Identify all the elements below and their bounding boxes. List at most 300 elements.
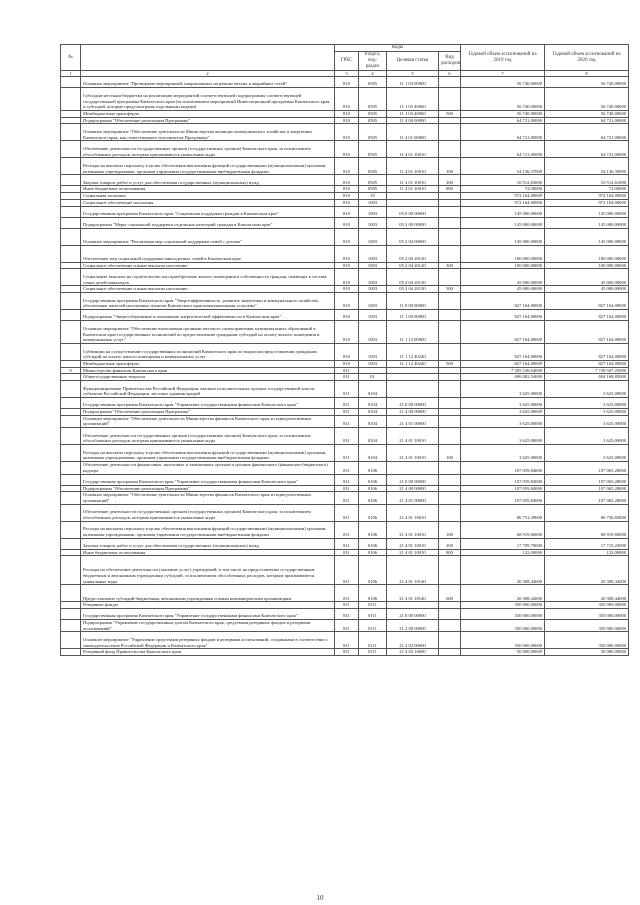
row-name-cell: Расходы на выплаты персоналу в целях обеспечения выполнения функций государственными (муниципальными) органами, казенными учреждениями, органами управления государственными внебюджетными фондами bbox=[81, 158, 335, 175]
row-razdel-cell: 0104 bbox=[359, 409, 387, 416]
row-razdel-cell bbox=[359, 367, 387, 374]
row-razdel-cell: 0106 bbox=[359, 462, 387, 474]
table-row bbox=[61, 632, 629, 649]
index-cell: 4 bbox=[359, 71, 387, 77]
row-target-cell bbox=[387, 193, 439, 200]
row-grbs-cell: 811 bbox=[335, 538, 359, 549]
row-grbs-cell: 811 bbox=[335, 381, 359, 398]
table-row bbox=[61, 360, 629, 367]
row-grbs-cell: 810 bbox=[335, 141, 359, 158]
table-row bbox=[61, 381, 629, 398]
row-grbs-cell: 810 bbox=[335, 124, 359, 141]
table-row bbox=[61, 585, 629, 602]
row-2020-cell: 827 164,00000 bbox=[545, 292, 629, 309]
row-grbs-cell: 810 bbox=[335, 111, 359, 118]
row-name-cell: Социальное обеспечение населения bbox=[81, 199, 335, 206]
row-number-cell bbox=[61, 360, 81, 367]
row-2019-cell: 690 082,54000 bbox=[461, 374, 545, 381]
row-2019-cell: 350 000,00000 bbox=[461, 602, 545, 609]
row-razdel-cell: 0505 bbox=[359, 111, 387, 118]
row-vid-cell bbox=[439, 117, 461, 124]
row-2019-cell: 7 585 536,64000 bbox=[461, 367, 545, 374]
row-vid-cell bbox=[439, 462, 461, 474]
row-number-cell bbox=[61, 320, 81, 343]
row-vid-cell bbox=[439, 320, 461, 343]
table-row bbox=[61, 374, 629, 381]
row-name-cell: Подпрограмма "Меры социальной поддержки отдельных категорий граждан в Камчатском крае" bbox=[81, 217, 335, 228]
row-vid-cell bbox=[439, 309, 461, 320]
row-name-cell: Обеспечение деятельности финансовых, налоговых и таможенных органов и органов финансового (финансово-бюджетного) надзора bbox=[81, 462, 335, 474]
row-2019-cell: 972 164,00000 bbox=[461, 193, 545, 200]
row-2020-cell: 56 740,00000 bbox=[545, 77, 629, 88]
row-2020-cell: 20 308,44000 bbox=[545, 556, 629, 585]
row-vid-cell bbox=[439, 415, 461, 427]
row-razdel-cell: 0111 bbox=[359, 649, 387, 656]
row-target-cell: 21 2 00 00000 bbox=[387, 620, 439, 632]
row-2020-cell: 972 164,00000 bbox=[545, 193, 629, 200]
row-name-cell: Основное мероприятие "Обеспечение выполнения органами местного самоуправления муниципальных образований в Камчатском крае государственных полномочий по предоставлению гражданам субсидий на оплату жилого помещения и коммунальных услуг" bbox=[81, 320, 335, 343]
table-row bbox=[61, 158, 629, 175]
index-cell: 7 bbox=[461, 71, 545, 77]
row-target-cell: 05 2 04 20130 bbox=[387, 269, 439, 286]
row-2019-cell: 350 000,00000 bbox=[461, 632, 545, 649]
table-row bbox=[61, 309, 629, 320]
row-2019-cell: 100 000,00000 bbox=[461, 245, 545, 262]
row-target-cell bbox=[387, 374, 439, 381]
row-vid-cell: 100 bbox=[439, 445, 461, 462]
header-codes: Коды bbox=[335, 45, 461, 52]
row-2020-cell: 107 065,28000 bbox=[545, 462, 629, 474]
row-razdel-cell: 1003 bbox=[359, 343, 387, 360]
row-grbs-cell: 810 bbox=[335, 320, 359, 343]
row-vid-cell: 100 bbox=[439, 158, 461, 175]
table-row bbox=[61, 186, 629, 193]
row-name-cell: Закупка товаров, работ и услуг для обеспечения государственных (муниципальных) нужд bbox=[81, 175, 335, 186]
row-grbs-cell: 811 bbox=[335, 620, 359, 632]
table-row bbox=[61, 343, 629, 360]
row-2019-cell: 45 000,00000 bbox=[461, 269, 545, 286]
row-grbs-cell: 810 bbox=[335, 199, 359, 206]
row-razdel-cell: 01 bbox=[359, 374, 387, 381]
table-row bbox=[61, 549, 629, 556]
row-razdel-cell: 1003 bbox=[359, 206, 387, 217]
table-row bbox=[61, 367, 629, 374]
row-2020-cell: 20 308,44000 bbox=[545, 585, 629, 602]
index-cell: 5 bbox=[387, 71, 439, 77]
row-number-cell bbox=[61, 602, 81, 609]
row-name-cell: Обеспечение деятельности государственных органов (государственных органов) Камчатского края, за исключением обособленных расходов, которым присваиваются уникальные коды bbox=[81, 504, 335, 521]
row-grbs-cell: 810 bbox=[335, 186, 359, 193]
row-name-cell: Обеспечение деятельности государственных органов (государственных органов) Камчатского края, за исключением обособленных расходов, которым присваиваются уникальные коды bbox=[81, 141, 335, 158]
row-vid-cell bbox=[439, 602, 461, 609]
table-row bbox=[61, 428, 629, 445]
row-number-cell bbox=[61, 609, 81, 620]
row-grbs-cell: 810 bbox=[335, 360, 359, 367]
row-2019-cell: 86 751,39000 bbox=[461, 504, 545, 521]
row-name-cell: Социальные выплаты на строительство или приобретение жилого помещения в собственность граждан, имеющих в составе семьи детей-инвалидов bbox=[81, 269, 335, 286]
row-2020-cell: 350 000,00000 bbox=[545, 620, 629, 632]
row-grbs-cell: 811 bbox=[335, 415, 359, 427]
row-razdel-cell: 0111 bbox=[359, 632, 387, 649]
row-vid-cell bbox=[439, 504, 461, 521]
row-2019-cell: 64 721,00000 bbox=[461, 117, 545, 124]
row-2020-cell: 3 625,00000 bbox=[545, 398, 629, 409]
row-2020-cell: 107 065,28000 bbox=[545, 492, 629, 504]
table-row bbox=[61, 217, 629, 228]
row-vid-cell bbox=[439, 206, 461, 217]
row-number-cell bbox=[61, 415, 81, 427]
row-grbs-cell: 811 bbox=[335, 462, 359, 474]
row-razdel-cell: 1003 bbox=[359, 292, 387, 309]
row-grbs-cell: 810 bbox=[335, 158, 359, 175]
row-vid-cell: 800 bbox=[439, 549, 461, 556]
row-target-cell bbox=[387, 381, 439, 398]
row-number-cell bbox=[61, 141, 81, 158]
row-2019-cell: 56 740,00000 bbox=[461, 77, 545, 88]
row-2019-cell: 64 721,00000 bbox=[461, 124, 545, 141]
row-2020-cell: 45 000,00000 bbox=[545, 286, 629, 293]
row-name-cell: Субвенции на осуществление государственных полномочий Камчатского края по вопросам предоставления гражданам субсидий на оплату жилого помещения и коммунальных услуг bbox=[81, 343, 335, 360]
row-2019-cell: 3 625,00000 bbox=[461, 445, 545, 462]
row-2020-cell: 10 512,61000 bbox=[545, 175, 629, 186]
row-target-cell: 11 0 00 00000 bbox=[387, 292, 439, 309]
row-number-cell bbox=[61, 428, 81, 445]
row-razdel-cell: 1003 bbox=[359, 269, 387, 286]
row-2020-cell: 86 756,83000 bbox=[545, 504, 629, 521]
row-razdel-cell: 0106 bbox=[359, 521, 387, 538]
row-razdel-cell: 0505 bbox=[359, 77, 387, 88]
row-2019-cell: 107 059,84000 bbox=[461, 485, 545, 492]
row-name-cell: Предоставление субсидий бюджетным, автономным учреждениям и иным некоммерческим организациям bbox=[81, 585, 335, 602]
row-number-cell bbox=[61, 186, 81, 193]
table-row bbox=[61, 538, 629, 549]
table-row bbox=[61, 620, 629, 632]
row-number-cell bbox=[61, 485, 81, 492]
table-row bbox=[61, 269, 629, 286]
index-cell: 2 bbox=[81, 71, 335, 77]
row-name-cell: Общегосударственные вопросы bbox=[81, 374, 335, 381]
row-number-cell bbox=[61, 158, 81, 175]
table-row bbox=[61, 262, 629, 269]
row-2020-cell: 68 919,60000 bbox=[545, 521, 629, 538]
row-vid-cell bbox=[439, 620, 461, 632]
row-vid-cell bbox=[439, 77, 461, 88]
row-razdel-cell: 0104 bbox=[359, 381, 387, 398]
row-2020-cell: 17 715,23000 bbox=[545, 538, 629, 549]
row-name-cell: Основное мероприятие "Управление средствами резервных фондов и резервами ассигнований, созданными в соответствии с законодательством Российской Федерации и Камчатского края" bbox=[81, 632, 335, 649]
row-vid-cell bbox=[439, 343, 461, 360]
row-2020-cell: 145 000,00000 bbox=[545, 217, 629, 228]
row-2020-cell: 350 000,00000 bbox=[545, 609, 629, 620]
row-target-cell: 11 4 01 10010 bbox=[387, 141, 439, 158]
row-number-cell bbox=[61, 111, 81, 118]
row-target-cell: 21 4 01 10140 bbox=[387, 556, 439, 585]
row-name-cell: Резервный фонд Правительства Камчатского края bbox=[81, 649, 335, 656]
row-name-cell: Межбюджетные трансферты bbox=[81, 360, 335, 367]
row-2020-cell: 50 000,00000 bbox=[545, 649, 629, 656]
table-row bbox=[61, 320, 629, 343]
row-2020-cell: 3 625,00000 bbox=[545, 445, 629, 462]
row-razdel-cell: 0505 bbox=[359, 117, 387, 124]
row-grbs-cell: 810 bbox=[335, 206, 359, 217]
row-name-cell: Министерство финансов Камчатского края bbox=[81, 367, 335, 374]
header-2020: Годовой объем ассигнований на 2020 год bbox=[545, 45, 629, 71]
row-2019-cell: 827 164,00000 bbox=[461, 309, 545, 320]
table-row bbox=[61, 445, 629, 462]
table-row bbox=[61, 602, 629, 609]
row-2019-cell: 100 000,00000 bbox=[461, 262, 545, 269]
row-number-cell bbox=[61, 269, 81, 286]
row-2020-cell: 3 625,00000 bbox=[545, 415, 629, 427]
row-name-cell: Закупка товаров, работ и услуг для обеспечения государственных (муниципальных) нужд bbox=[81, 538, 335, 549]
row-target-cell: 11 1 03 40060 bbox=[387, 111, 439, 118]
table-row bbox=[61, 415, 629, 427]
table-row bbox=[61, 193, 629, 200]
row-grbs-cell: 810 bbox=[335, 228, 359, 245]
row-grbs-cell: 811 bbox=[335, 504, 359, 521]
row-grbs-cell: 811 bbox=[335, 474, 359, 485]
row-number-cell bbox=[61, 117, 81, 124]
row-target-cell bbox=[387, 462, 439, 474]
row-vid-cell: 300 bbox=[439, 286, 461, 293]
row-razdel-cell: 0505 bbox=[359, 175, 387, 186]
row-grbs-cell: 810 bbox=[335, 343, 359, 360]
row-name-cell: Иные бюджетные ассигнования bbox=[81, 549, 335, 556]
row-2020-cell: 827 164,00000 bbox=[545, 343, 629, 360]
row-2020-cell: 827 164,00000 bbox=[545, 320, 629, 343]
row-target-cell: 21 0 00 00000 bbox=[387, 609, 439, 620]
row-2020-cell: 107 065,28000 bbox=[545, 485, 629, 492]
row-razdel-cell: 1003 bbox=[359, 360, 387, 367]
row-name-cell: Государственная программа Камчатского края "Управление государственными финансами Камчатского края" bbox=[81, 474, 335, 485]
row-target-cell: 11 4 01 10010 bbox=[387, 186, 439, 193]
row-2019-cell: 145 000,00000 bbox=[461, 206, 545, 217]
row-number-cell bbox=[61, 374, 81, 381]
row-razdel-cell: 0106 bbox=[359, 585, 387, 602]
row-grbs-cell: 811 bbox=[335, 609, 359, 620]
row-2020-cell: 64 721,00000 bbox=[545, 141, 629, 158]
row-grbs-cell: 811 bbox=[335, 632, 359, 649]
table-row bbox=[61, 649, 629, 656]
row-razdel-cell: 0505 bbox=[359, 88, 387, 111]
row-2020-cell: 145 000,00000 bbox=[545, 228, 629, 245]
row-vid-cell bbox=[439, 292, 461, 309]
row-number-cell bbox=[61, 398, 81, 409]
row-number-cell bbox=[61, 585, 81, 602]
row-vid-cell: 200 bbox=[439, 538, 461, 549]
row-name-cell: Основное мероприятие "Реализация мер социальной поддержки семей с детьми" bbox=[81, 228, 335, 245]
row-2019-cell: 72,00000 bbox=[461, 186, 545, 193]
row-razdel-cell: 0106 bbox=[359, 474, 387, 485]
row-2019-cell: 972 164,00000 bbox=[461, 199, 545, 206]
table-row bbox=[61, 462, 629, 474]
row-name-cell: Резервные фонды bbox=[81, 602, 335, 609]
row-number-cell bbox=[61, 77, 81, 88]
row-target-cell: 11 1 12 00000 bbox=[387, 320, 439, 343]
row-target-cell: 11 1 12 40240 bbox=[387, 343, 439, 360]
row-razdel-cell: 1003 bbox=[359, 320, 387, 343]
table-row bbox=[61, 485, 629, 492]
row-name-cell: Подпрограмма "Управление государственным долгом Камчатского края, средствами резервных фондов и резервами ассигнований" bbox=[81, 620, 335, 632]
row-name-cell: Функционирование Правительства Российской Федерации, высших исполнительных органов государственной власти субъектов Российской Федерации, местных администраций bbox=[81, 381, 335, 398]
row-2019-cell: 10 512,63000 bbox=[461, 175, 545, 186]
budget-table bbox=[60, 44, 629, 656]
table-row bbox=[61, 409, 629, 416]
page-number: 10 bbox=[316, 894, 324, 902]
row-vid-cell bbox=[439, 609, 461, 620]
row-target-cell: 05 2 04 00000 bbox=[387, 228, 439, 245]
row-number-cell bbox=[61, 409, 81, 416]
row-2020-cell: 350 000,00000 bbox=[545, 632, 629, 649]
row-vid-cell bbox=[439, 492, 461, 504]
row-target-cell bbox=[387, 367, 439, 374]
row-razdel-cell: 0505 bbox=[359, 158, 387, 175]
row-razdel-cell: 0106 bbox=[359, 504, 387, 521]
row-number-cell bbox=[61, 549, 81, 556]
table-row bbox=[61, 286, 629, 293]
row-razdel-cell: 0106 bbox=[359, 492, 387, 504]
row-grbs-cell: 811 bbox=[335, 549, 359, 556]
row-vid-cell bbox=[439, 228, 461, 245]
row-grbs-cell: 810 bbox=[335, 175, 359, 186]
row-name-cell: Социальная политика bbox=[81, 193, 335, 200]
row-grbs-cell: 810 bbox=[335, 309, 359, 320]
row-number-cell bbox=[61, 343, 81, 360]
row-vid-cell bbox=[439, 428, 461, 445]
row-name-cell: Подпрограмма "Обеспечение реализации Программы" bbox=[81, 117, 335, 124]
row-target-cell: 21 4 01 10010 bbox=[387, 428, 439, 445]
row-vid-cell: 600 bbox=[439, 585, 461, 602]
row-2019-cell: 827 164,00000 bbox=[461, 360, 545, 367]
row-target-cell: 05 2 04 20120 bbox=[387, 245, 439, 262]
row-number-cell bbox=[61, 649, 81, 656]
row-vid-cell bbox=[439, 217, 461, 228]
row-2020-cell: 56 740,00000 bbox=[545, 111, 629, 118]
row-grbs-cell: 810 bbox=[335, 286, 359, 293]
row-name-cell: Подпрограмма "Энергосбережение и повышение энергетической эффективности в Камчатском крае" bbox=[81, 309, 335, 320]
row-2019-cell: 107 059,84000 bbox=[461, 474, 545, 485]
row-name-cell: Подпрограмма "Обеспечение реализации Программы" bbox=[81, 409, 335, 416]
row-number-cell bbox=[61, 632, 81, 649]
row-target-cell: 11 4 01 10010 bbox=[387, 175, 439, 186]
table-row bbox=[61, 117, 629, 124]
row-number-cell bbox=[61, 504, 81, 521]
row-name-cell: Иные бюджетные ассигнования bbox=[81, 186, 335, 193]
row-2019-cell: 107 059,84000 bbox=[461, 492, 545, 504]
table-row bbox=[61, 504, 629, 521]
row-target-cell: 11 1 00 00000 bbox=[387, 309, 439, 320]
row-target-cell: 05 2 04 20130 bbox=[387, 286, 439, 293]
row-2019-cell: 45 000,00000 bbox=[461, 286, 545, 293]
row-target-cell bbox=[387, 199, 439, 206]
row-number-cell bbox=[61, 538, 81, 549]
row-grbs-cell: 810 bbox=[335, 217, 359, 228]
row-vid-cell: 800 bbox=[439, 186, 461, 193]
row-grbs-cell: 811 bbox=[335, 374, 359, 381]
row-2020-cell: 3 625,00000 bbox=[545, 381, 629, 398]
header-razdel: Раздел, под-раздел bbox=[359, 52, 387, 71]
row-2019-cell: 56 740,00000 bbox=[461, 111, 545, 118]
row-razdel-cell: 0106 bbox=[359, 485, 387, 492]
row-target-cell: 21 0 00 00000 bbox=[387, 398, 439, 409]
table-row bbox=[61, 609, 629, 620]
row-vid-cell bbox=[439, 124, 461, 141]
row-2020-cell: 3 625,00000 bbox=[545, 409, 629, 416]
row-2020-cell: 100 000,00000 bbox=[545, 245, 629, 262]
row-vid-cell bbox=[439, 649, 461, 656]
row-number-cell bbox=[61, 217, 81, 228]
table-row bbox=[61, 492, 629, 504]
row-target-cell: 21 4 01 00000 bbox=[387, 415, 439, 427]
row-number-cell bbox=[61, 88, 81, 111]
row-grbs-cell: 810 bbox=[335, 117, 359, 124]
row-number-cell bbox=[61, 309, 81, 320]
row-number-cell bbox=[61, 175, 81, 186]
row-target-cell: 05 2 04 20120 bbox=[387, 262, 439, 269]
row-name-cell: Субсидии местным бюджетам на реализацию мероприятий соответствующей подпрограммы соответствующей государственной программы Камчатского края (за исключением мероприятий Инвестиционной программы Камчатского края и субсидий, которые предусмотрены отдельными кодами) bbox=[81, 88, 335, 111]
row-name-cell: Государственная программа Камчатского края "Социальная поддержка граждан в Камчатском крае" bbox=[81, 206, 335, 217]
row-target-cell bbox=[387, 602, 439, 609]
row-name-cell: Расходы на обеспечение деятельности (оказание услуг) учреждений, в том числе на предоставление государственным бюджетным и автономным учреждениям субсидий, за исключением обособленных расходов, которым присваиваются уникальные коды bbox=[81, 556, 335, 585]
row-2020-cell: 827 164,00000 bbox=[545, 360, 629, 367]
row-razdel-cell: 0505 bbox=[359, 141, 387, 158]
table-row bbox=[61, 398, 629, 409]
row-name-cell: Основное мероприятие "Обеспечение деятельности Министерства финансов Камчатского края и подведомственных организаций" bbox=[81, 492, 335, 504]
row-name-cell: Обеспечение мер социальной поддержки многодетных семей в Камчатском крае bbox=[81, 245, 335, 262]
row-2019-cell: 827 164,00000 bbox=[461, 320, 545, 343]
row-2019-cell: 350 000,00000 bbox=[461, 620, 545, 632]
row-2019-cell: 3 625,00000 bbox=[461, 415, 545, 427]
row-vid-cell: 100 bbox=[439, 521, 461, 538]
row-vid-cell bbox=[439, 199, 461, 206]
row-2019-cell: 17 709,79000 bbox=[461, 538, 545, 549]
row-vid-cell bbox=[439, 141, 461, 158]
row-2020-cell: 350 000,00000 bbox=[545, 602, 629, 609]
row-grbs-cell: 811 bbox=[335, 585, 359, 602]
row-2020-cell: 694 168,85000 bbox=[545, 374, 629, 381]
row-razdel-cell: 0104 bbox=[359, 398, 387, 409]
row-2019-cell: 3 625,00000 bbox=[461, 428, 545, 445]
row-2020-cell: 100 000,00000 bbox=[545, 262, 629, 269]
header-name bbox=[81, 45, 335, 71]
row-razdel-cell: 0111 bbox=[359, 609, 387, 620]
row-razdel-cell: 1003 bbox=[359, 217, 387, 228]
row-grbs-cell: 810 bbox=[335, 77, 359, 88]
row-2020-cell: 3 625,00000 bbox=[545, 428, 629, 445]
row-number-cell bbox=[61, 124, 81, 141]
row-number-cell bbox=[61, 445, 81, 462]
row-2020-cell: 7 728 947,25000 bbox=[545, 367, 629, 374]
row-name-cell: Государственная программа Камчатского края "Энергоэффективность, развитие энергетики и коммунального хозяйства, обеспечение жителей населенных пунктов Камчатского края коммунальными услугами" bbox=[81, 292, 335, 309]
row-vid-cell: 300 bbox=[439, 262, 461, 269]
row-2019-cell: 56 740,00000 bbox=[461, 88, 545, 111]
table-row bbox=[61, 77, 629, 88]
row-number-cell bbox=[61, 462, 81, 474]
row-target-cell: 11 1 12 40240 bbox=[387, 360, 439, 367]
row-grbs-cell: 811 bbox=[335, 492, 359, 504]
row-2019-cell: 50 000,00000 bbox=[461, 649, 545, 656]
row-target-cell: 11 4 00 00000 bbox=[387, 117, 439, 124]
row-target-cell: 21 4 01 00000 bbox=[387, 492, 439, 504]
row-2020-cell: 145 000,00000 bbox=[545, 206, 629, 217]
row-2020-cell: 107 065,28000 bbox=[545, 474, 629, 485]
row-razdel-cell: 10 bbox=[359, 193, 387, 200]
row-2019-cell: 68 919,60000 bbox=[461, 521, 545, 538]
row-target-cell: 05 0 00 00000 bbox=[387, 206, 439, 217]
row-name-cell: Социальное обеспечение и иные выплаты населению bbox=[81, 286, 335, 293]
row-2019-cell: 122,00000 bbox=[461, 549, 545, 556]
row-2020-cell: 64 721,00000 bbox=[545, 117, 629, 124]
